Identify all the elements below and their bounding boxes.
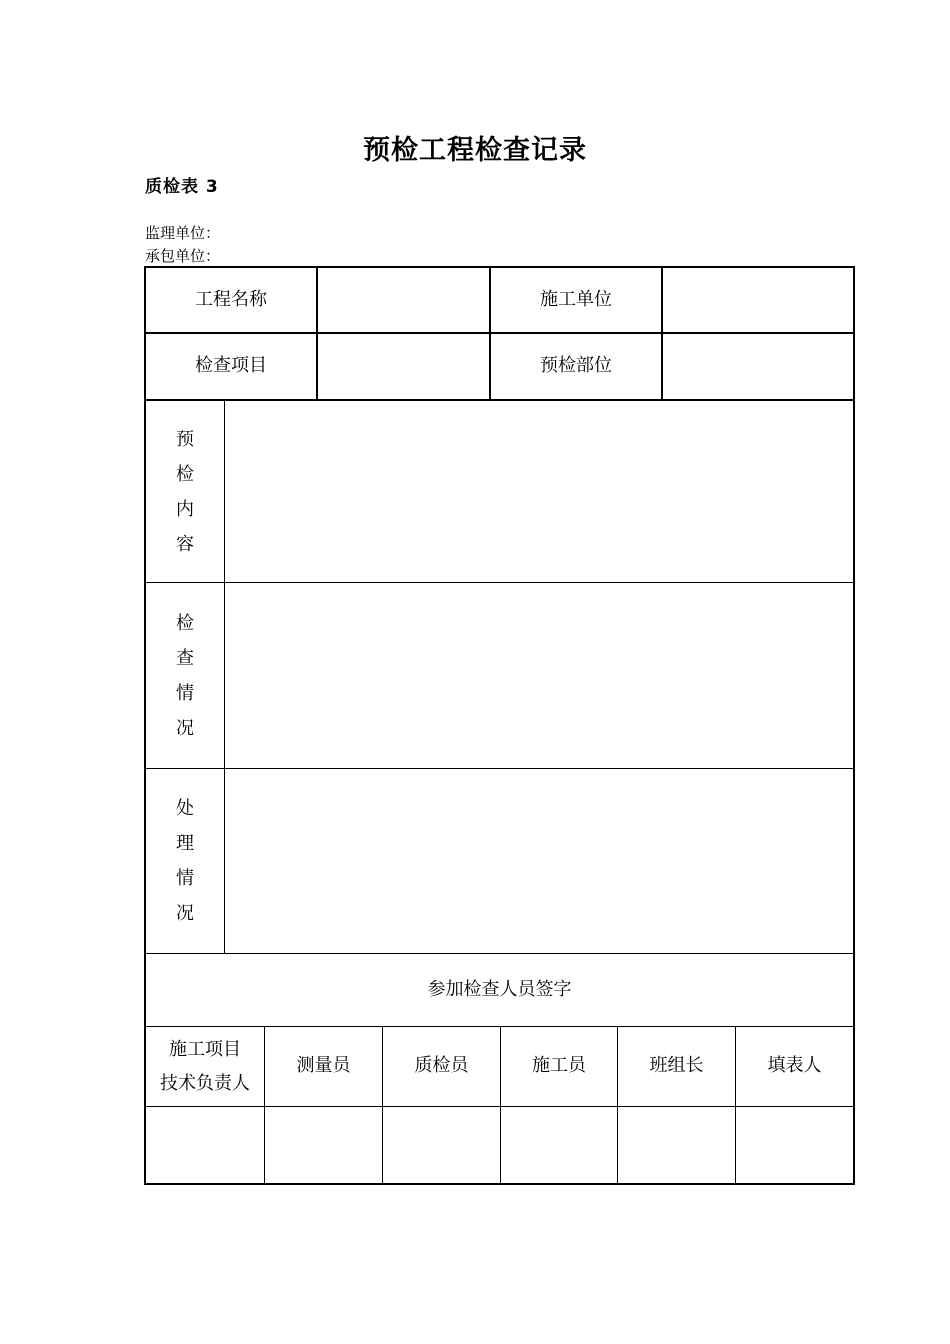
precheck-location-value[interactable] xyxy=(663,334,853,399)
label-char: 况 xyxy=(176,903,194,924)
signature-cell[interactable] xyxy=(265,1107,382,1183)
label-char: 理 xyxy=(176,833,194,854)
form-filler-header: 填表人 xyxy=(767,1055,822,1077)
precheck-location-label: 预检部位 xyxy=(540,355,612,377)
project-name-value[interactable] xyxy=(318,268,489,332)
label-char: 预 xyxy=(176,428,194,450)
label-char: 况 xyxy=(176,717,194,739)
inspection-item-value[interactable] xyxy=(318,334,489,399)
inspection-status-area[interactable] xyxy=(226,583,853,768)
page-title: 预检工程检查记录 xyxy=(363,135,587,166)
precheck-content-area[interactable] xyxy=(226,401,853,582)
constructor-header: 施工员 xyxy=(532,1055,586,1077)
label-char: 查 xyxy=(176,647,194,669)
signature-cell[interactable] xyxy=(501,1107,617,1183)
precheck-content-label xyxy=(146,401,224,582)
inspection-item-label: 检查项目 xyxy=(195,355,267,377)
label-char: 处 xyxy=(176,798,194,819)
tech-lead-line2: 技术负责人 xyxy=(160,1072,250,1094)
inspection-status-label xyxy=(146,583,224,768)
supervisor-unit-label: 监理单位： xyxy=(145,224,221,242)
signature-cell[interactable] xyxy=(383,1107,500,1183)
quality-inspector-header: 质检员 xyxy=(414,1055,469,1077)
handling-status-area[interactable] xyxy=(226,769,853,953)
column-divider xyxy=(224,400,225,954)
form-code: 质检表 3 xyxy=(145,177,219,197)
surveyor-header: 测量员 xyxy=(296,1055,351,1077)
construction-unit-label: 施工单位 xyxy=(540,288,612,310)
tech-lead-header xyxy=(146,1027,264,1106)
signature-cell[interactable] xyxy=(618,1107,735,1183)
signature-cell[interactable] xyxy=(736,1107,853,1183)
contractor-unit-label: 承包单位： xyxy=(145,247,221,265)
project-name-label: 工程名称 xyxy=(195,288,267,310)
signature-cell[interactable] xyxy=(146,1107,264,1183)
label-char: 内 xyxy=(176,498,194,520)
label-char: 检 xyxy=(176,612,194,634)
construction-unit-value[interactable] xyxy=(663,268,853,332)
team-leader-header: 班组长 xyxy=(649,1055,704,1077)
label-char: 容 xyxy=(176,533,194,555)
label-char: 检 xyxy=(176,463,194,485)
label-char: 情 xyxy=(176,868,194,889)
signature-header: 参加检查人员签字 xyxy=(427,978,572,1000)
tech-lead-line1: 施工项目 xyxy=(169,1038,241,1060)
handling-status-label xyxy=(146,769,224,953)
label-char: 情 xyxy=(176,682,194,704)
